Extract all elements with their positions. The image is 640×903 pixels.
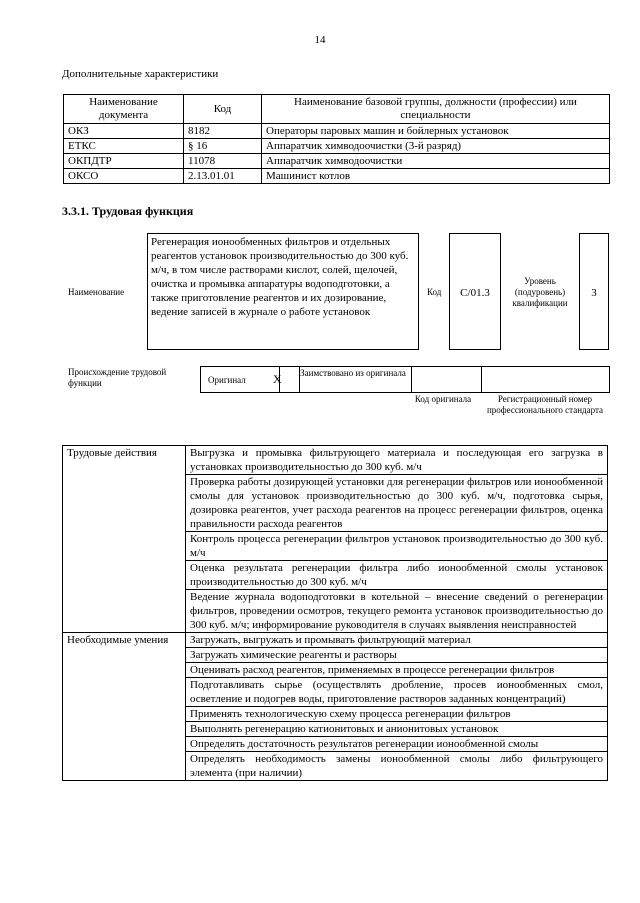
function-code-value: C/01.3: [449, 233, 501, 350]
action-item: Выгрузка и промывка фильтрующего материала и последующая его загрузка в установках производительностью до 300 куб. м/ч: [186, 446, 608, 475]
borrowed-label: Заимствовано из оригинала: [300, 368, 406, 378]
original-mark: X: [273, 372, 282, 386]
skill-item: Выполнять регенерацию катионитовых и анионитовых установок: [186, 722, 608, 737]
original-label: Оригинал: [208, 375, 246, 385]
origin-label: Происхождение трудовой функции: [68, 367, 167, 388]
level-label: Уровень (подуровень) квалификации: [512, 276, 568, 308]
table-header-row: [64, 95, 610, 124]
cell: § 16: [184, 139, 262, 154]
skill-item: Загружать химические реагенты и растворы: [186, 648, 608, 663]
action-item: Проверка работы дозирующей установки для регенерации фильтров или ионообменной смолы для установок производительностью до 300 куб. м/ч, подготовка сырья, дозировка реагентов, учет расхода реагентов на процесс регенерации фильтров, оценка правильности расхода реагентов: [186, 475, 608, 532]
cell: 11078: [184, 154, 262, 169]
table-row: [64, 169, 610, 184]
header-name: Наименование базовой группы, должности (профессии) или специальности: [262, 95, 610, 124]
code-label: Код: [427, 287, 442, 297]
actions-label: Трудовые действия: [63, 446, 186, 633]
cell: Машинист котлов: [262, 169, 610, 184]
skill-item: Определять достаточность результатов регенерации ионообменной смолы: [186, 737, 608, 752]
action-item: Оценка результата регенерации фильтра либо ионообменной смолы установок производительностью до 300 куб. м/ч: [186, 561, 608, 590]
function-name-value: Регенерация ионообменных фильтров и отдельных реагентов установок производительностью до 300 куб. м/ч, в том числе растворами кислот, солей, щелочей, очистка и промывка аппаратуры водоподготовки, а также приготовление реагентов и их дозирование, ведение записей в журнале о работе установок: [147, 233, 419, 350]
section-title: Дополнительные характеристики: [62, 68, 219, 80]
skill-item: Оценивать расход реагентов, применяемых в процессе регенерации фильтров: [186, 663, 608, 678]
page-number: 14: [314, 34, 326, 46]
name-label: Наименование: [68, 287, 125, 297]
cell: ОКПДТР: [64, 154, 184, 169]
table-row: [64, 154, 610, 169]
cell: Аппаратчик химводоочистки: [262, 154, 610, 169]
skill-item: Применять технологическую схему процесса регенерации фильтров: [186, 707, 608, 722]
table-row: [64, 124, 610, 139]
level-value: 3: [579, 233, 609, 350]
function-details-table: [62, 445, 608, 781]
cell: ОКСО: [64, 169, 184, 184]
header-code: Код: [184, 95, 262, 124]
table-row: [64, 139, 610, 154]
skill-item: Определять необходимость замены ионообменной смолы либо фильтрующего элемента (при наличии): [186, 752, 608, 781]
function-heading: 3.3.1. Трудовая функция: [62, 204, 194, 218]
characteristics-table: [63, 94, 610, 184]
action-item: Контроль процесса регенерации фильтров установок производительностью до 300 куб. м/ч: [186, 532, 608, 561]
cell: 8182: [184, 124, 262, 139]
cell: ОКЗ: [64, 124, 184, 139]
table-row: [63, 633, 608, 648]
cell: ЕТКС: [64, 139, 184, 154]
skills-label: Необходимые умения: [63, 633, 186, 781]
reg-number-caption: Регистрационный номер профессионального стандарта: [486, 394, 604, 415]
action-item: Ведение журнала водоподготовки в котельной – внесение сведений о регенерации фильтров, проведении осмотров, текущего ремонта установок производительностью до 300 куб. м/ч; информирование руководителя в случаях выявления неисправностей: [186, 590, 608, 633]
cell: 2.13.01.01: [184, 169, 262, 184]
cell: Аппаратчик химводоочистки (3-й разряд): [262, 139, 610, 154]
skill-item: Подготавливать сырье (осуществлять дробление, просев ионообменных смол, осветление и подогрев воды, приготовление растворов заданных концентраций): [186, 678, 608, 707]
table-row: [63, 446, 608, 475]
header-doc: Наименование документа: [64, 95, 184, 124]
cell: Операторы паровых машин и бойлерных установок: [262, 124, 610, 139]
skill-item: Загружать, выгружать и промывать фильтрующий материал: [186, 633, 608, 648]
code-original-caption: Код оригинала: [414, 394, 472, 404]
